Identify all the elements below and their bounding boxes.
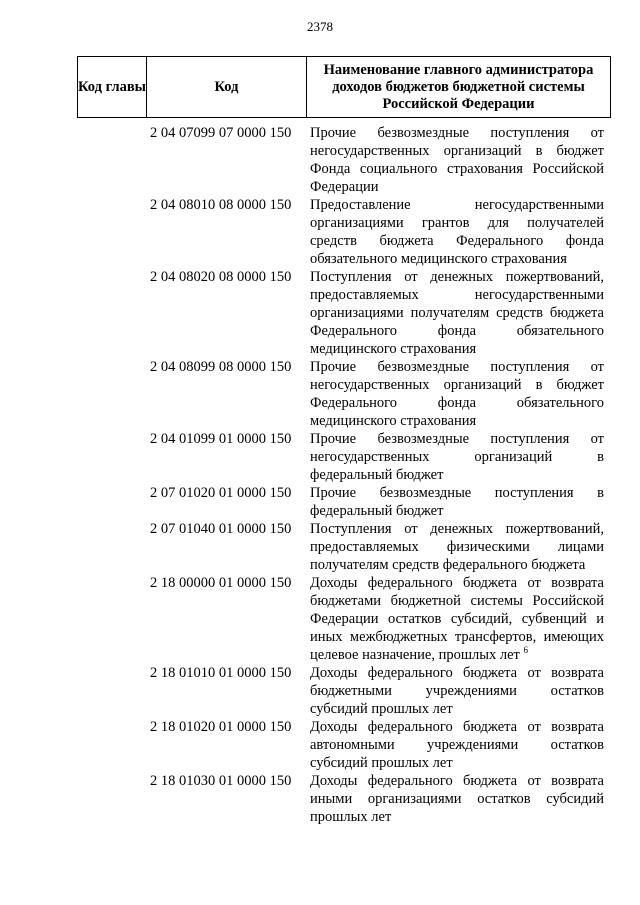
row-description: Прочие безвозмездные поступления в федеральный бюджет xyxy=(310,485,604,519)
table-row xyxy=(150,520,610,574)
row-description: Предоставление негосударственными организациями грантов для получателей средств бюджета Федерального фонда обязательного медицинского страхования xyxy=(310,197,604,267)
row-description: Доходы федерального бюджета от возврата бюджетными учреждениями остатков субсидий прошлых лет xyxy=(310,665,604,717)
row-description: Доходы федерального бюджета от возврата иными организациями остатков субсидий прошлых лет xyxy=(310,773,604,825)
table-header xyxy=(77,56,611,118)
row-code: 2 04 08010 08 0000 150 xyxy=(150,197,292,213)
table-row xyxy=(150,772,610,826)
row-code: 2 04 08099 08 0000 150 xyxy=(150,359,292,375)
table-row xyxy=(150,430,610,484)
row-code: 2 18 01030 01 0000 150 xyxy=(150,773,292,789)
row-description-text: Доходы федерального бюджета от возврата бюджетами бюджетной системы Российской Федерации остатков субсидий, субвенций и иных межбюджетных трансфертов, имеющих целевое назначение, прошлых лет xyxy=(310,575,604,663)
table-row xyxy=(150,196,610,268)
row-description xyxy=(310,574,604,664)
row-code: 2 18 01020 01 0000 150 xyxy=(150,719,292,735)
footnote-marker: 6 xyxy=(523,645,528,656)
row-description: Доходы федерального бюджета от возврата автономными учреждениями остатков субсидий прошлых лет xyxy=(310,719,604,771)
row-code: 2 04 01099 01 0000 150 xyxy=(150,431,292,447)
table-row xyxy=(150,484,610,520)
row-code: 2 04 08020 08 0000 150 xyxy=(150,269,292,285)
page-number: 2378 xyxy=(307,19,333,34)
row-description: Поступления от денежных пожертвований, предоставляемых негосударственными организациями получателям средств бюджета Федерального фонда обязательного медицинского страхования xyxy=(310,269,604,357)
row-description: Прочие безвозмездные поступления от негосударственных организаций в бюджет Фонда социального страхования Российской Федерации xyxy=(310,125,604,195)
header-chapter-code: Код главы xyxy=(78,57,147,118)
table-row xyxy=(150,718,610,772)
table-row xyxy=(150,124,610,196)
row-code: 2 07 01040 01 0000 150 xyxy=(150,521,292,537)
table-body xyxy=(150,124,610,826)
row-code: 2 04 07099 07 0000 150 xyxy=(150,125,292,141)
header-administrator-name: Наименование главного администратора доходов бюджетов бюджетной системы Российской Федерации xyxy=(307,57,611,118)
row-description: Прочие безвозмездные поступления от негосударственных организаций в бюджет Федерального фонда обязательного медицинского страхования xyxy=(310,359,604,429)
table-row xyxy=(150,268,610,358)
table-row xyxy=(150,574,610,664)
row-code: 2 18 01010 01 0000 150 xyxy=(150,665,292,681)
table-row xyxy=(150,358,610,430)
row-code: 2 07 01020 01 0000 150 xyxy=(150,485,292,501)
row-code: 2 18 00000 01 0000 150 xyxy=(150,575,292,591)
row-description: Прочие безвозмездные поступления от негосударственных организаций в федеральный бюджет xyxy=(310,431,604,483)
row-description: Поступления от денежных пожертвований, предоставляемых физическими лицами получателям средств федерального бюджета xyxy=(310,521,604,573)
header-code: Код xyxy=(147,57,307,118)
table-row xyxy=(150,664,610,718)
